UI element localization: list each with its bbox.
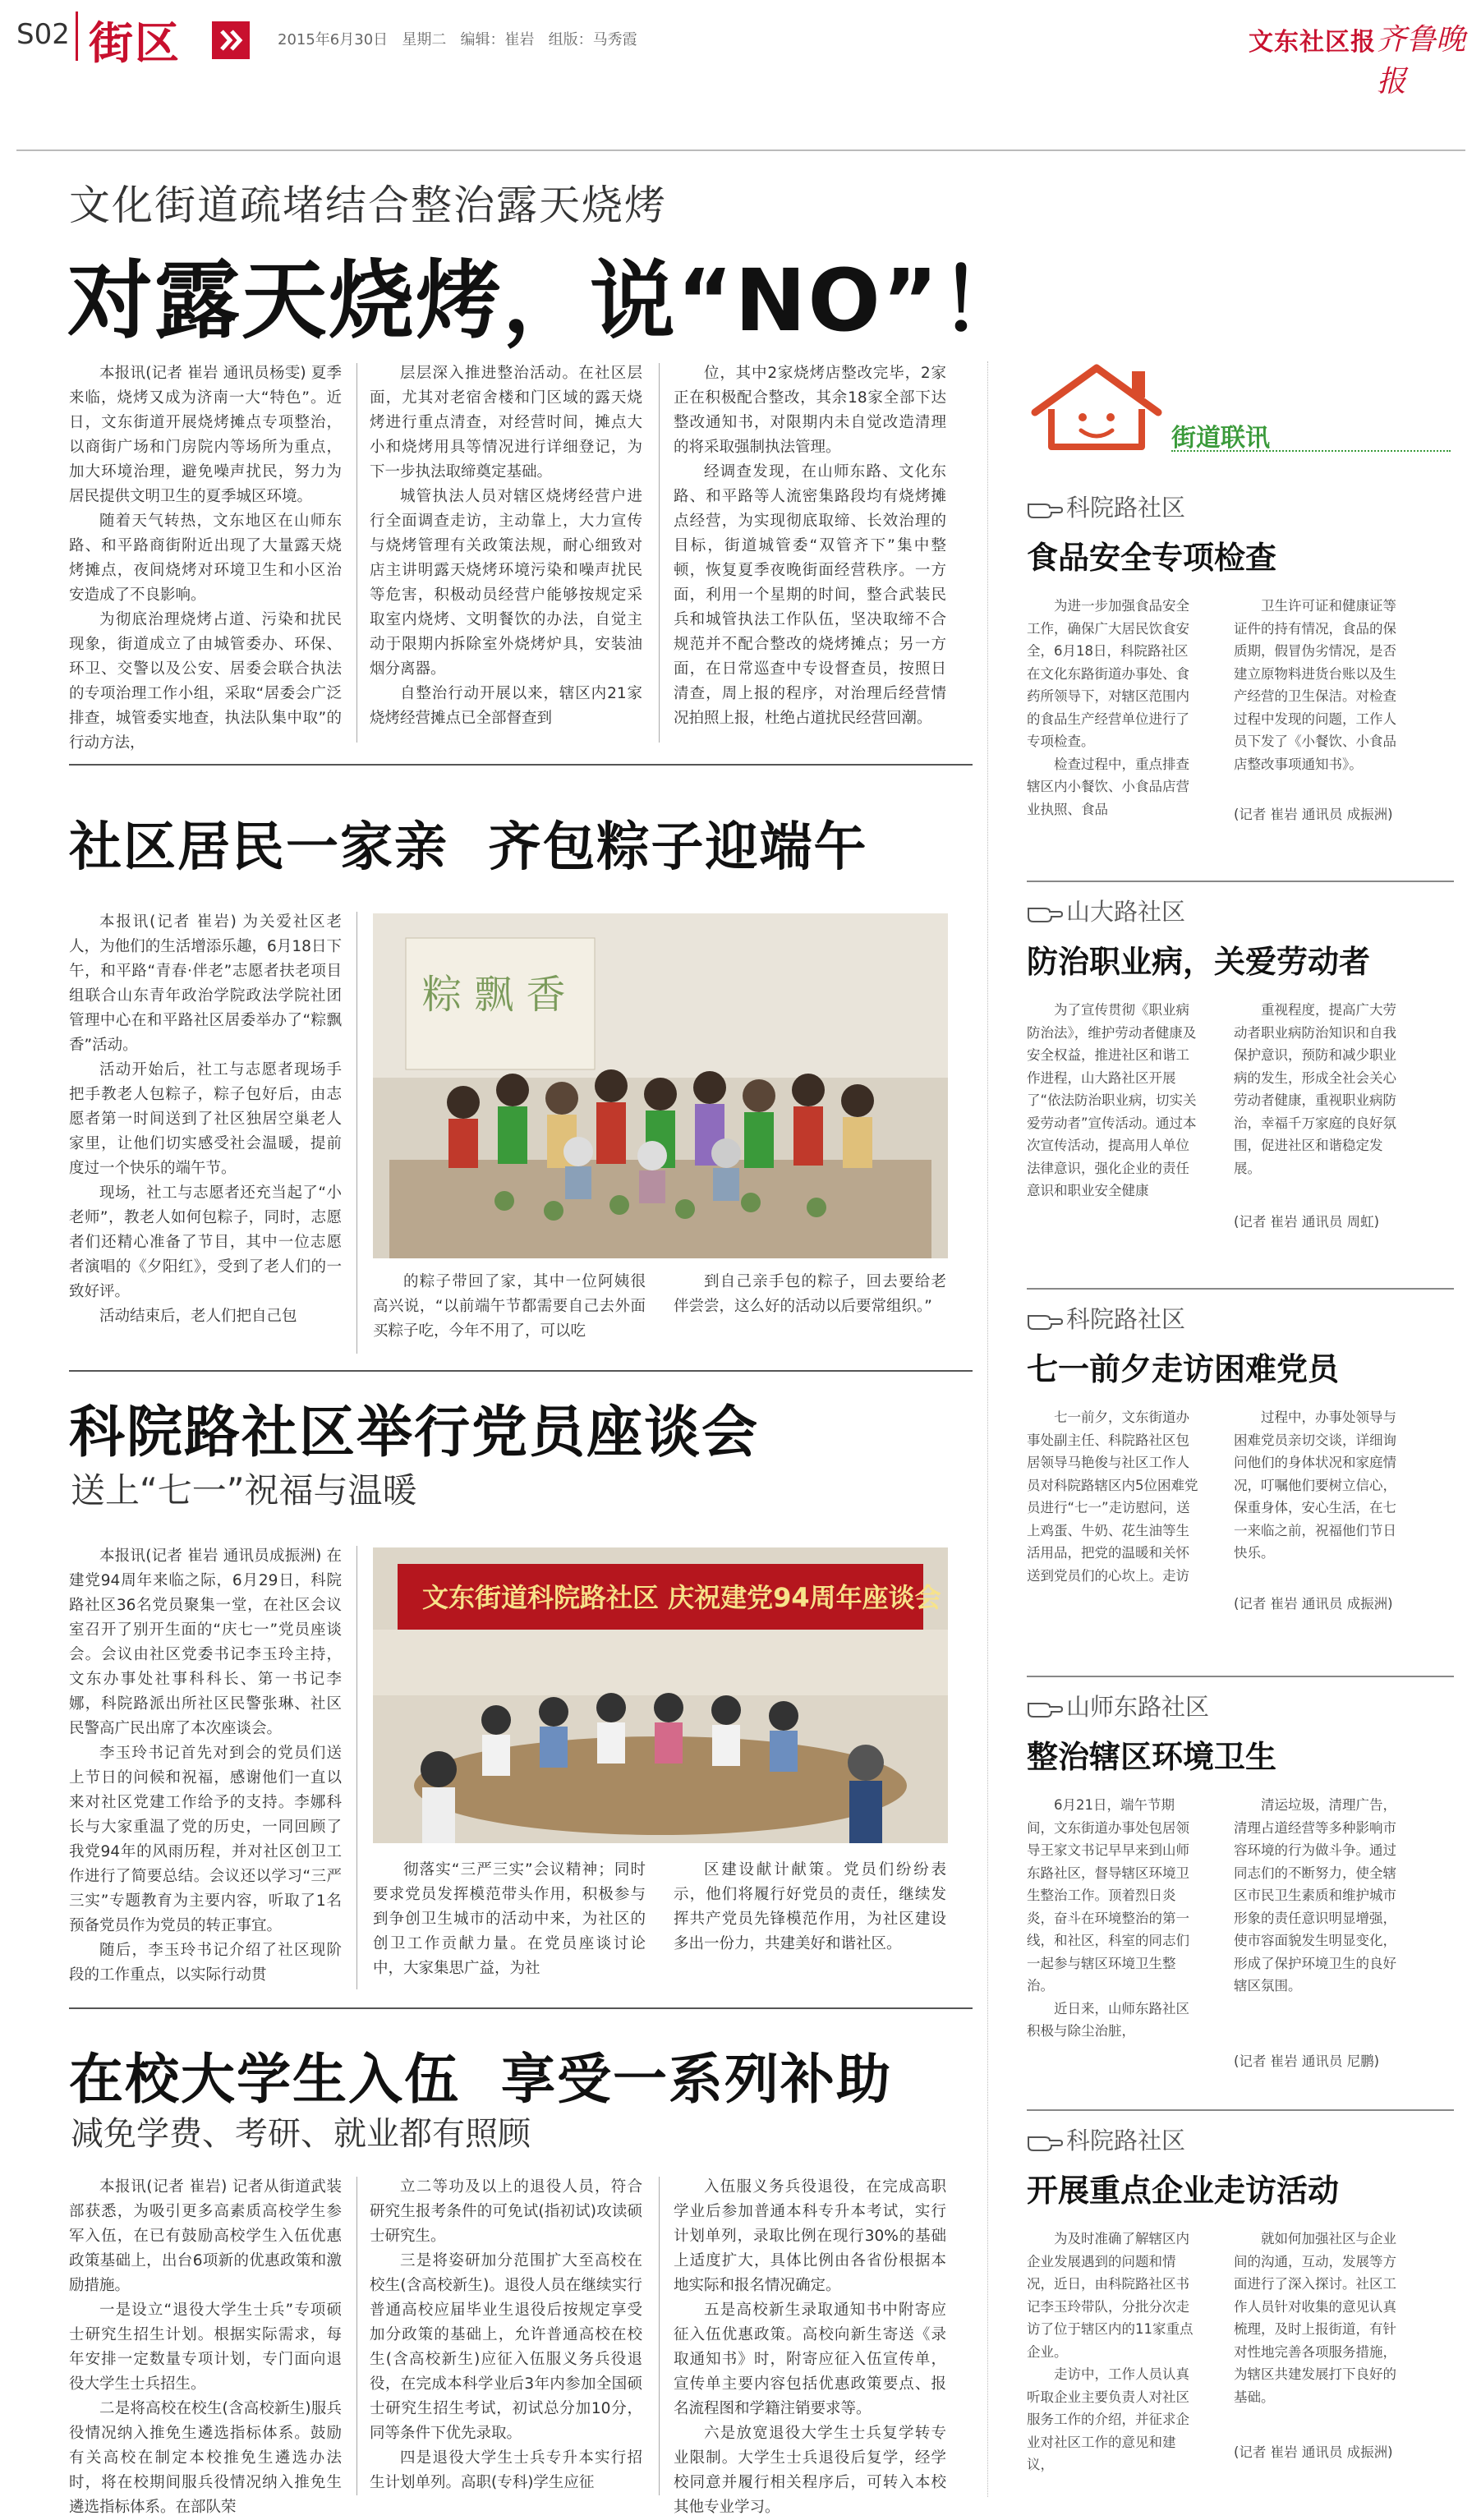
sidebar-divider-rule: [1027, 881, 1454, 882]
sidebar-item-credit: (记者 崔岩 通讯员 成振洲): [1234, 2444, 1393, 2460]
article-4-col-1: 本报讯(记者 崔岩) 记者从街道武装部获悉，为吸引更多高素质高校学生参军入伍，在已有鼓励高校学生入伍优惠政策基础上，出台6项新的优惠政策和激励措施。 一是设立“退役大学生士兵”专项硕士研究生招生计划。根据实际需求，每年安排一定数量专项计划，专门面向退役大学生士兵招生。 二是将高校在校生(含高校新生)服兵役情况纳入推免生遴选指标体系。鼓励有关高校在制定本校推免生遴选办法时，将在校期间服兵役情况纳入推免生遴选指标体系。在部队荣: [69, 2178, 342, 2516]
edition-name: 文东社区报: [1249, 28, 1376, 57]
sidebar-item-col-2: 就如何加强社区与企业间的沟通，互动，发展等方面进行了深入探讨。社区工作人员针对收集的意见认真梳理，及时上报街道，有针对性地完善各项服务措施，为辖区共建发展打下良好的基础。: [1234, 2231, 1396, 2405]
sidebar-item: [1027, 894, 1454, 1280]
page-number: S02: [16, 18, 70, 51]
pointing-hand-icon: [1027, 904, 1063, 923]
sidebar-item: [1027, 2122, 1454, 2500]
sidebar-item-col-1: 为了宣传贯彻《职业病防治法》，维护劳动者健康及安全权益，推进社区和谐工作进程，山大路社区开展了“依法防治职业病，切实关爱劳动者”宣传活动。通过本次宣传活动，提高用人单位法律意识，强化企业的责任意识和职业安全健康: [1027, 1002, 1197, 1198]
header-rule: [16, 149, 1465, 151]
pointing-hand-icon: [1027, 1311, 1063, 1331]
sidebar-item-title: 整治辖区环境卫生: [1027, 1739, 1277, 1775]
sidebar-divider: [987, 361, 988, 2497]
sidebar-item-col-2: 过程中，办事处领导与困难党员亲切交谈，详细询问他们的身体状况和家庭情况，叮嘱他们要树立信心，保重身体，安心生活，在七一来临之前，祝福他们节日快乐。: [1234, 1409, 1396, 1561]
sidebar-item-col-2: 重视程度，提高广大劳动者职业病防治知识和自我保护意识，预防和减少职业病的发生，形成全社会关心劳动者健康，重视职业病防治，幸福千万家庭的良好氛围，促进社区和谐稳定发展。: [1234, 1002, 1396, 1176]
sidebar-item: [1027, 1689, 1454, 2099]
article-1-title: 对露天烧烤，说“NO”！: [67, 251, 1028, 351]
sidebar-item-credit: (记者 崔岩 通讯员 成振洲): [1234, 807, 1393, 822]
community-name: 科院路社区: [1066, 1305, 1186, 1333]
sidebar-item-title: 食品安全专项检查: [1027, 540, 1277, 576]
sidebar-house-icon: [1027, 361, 1166, 452]
sidebar-item-title: 开展重点企业走访活动: [1027, 2173, 1340, 2209]
photo-banner-text: 粽 飘 香: [422, 972, 566, 1018]
column-divider: [356, 2177, 357, 2495]
sidebar-divider-rule: [1027, 1676, 1454, 1677]
article-divider: [69, 1370, 973, 1372]
pointing-hand-icon: [1027, 1699, 1063, 1718]
section-arrow-icon: [212, 21, 250, 59]
column-divider: [356, 363, 357, 743]
sidebar-item-col-1: 为及时准确了解辖区内企业发展遇到的问题和情况，近日，由科院路社区书记李玉玲带队，分批分次走访了位于辖区内的11家重点企业。 走访中，工作人员认真听取企业主要负责人对社区服务工作的介绍，并征求企业对社区工作的意见和建议，: [1027, 2231, 1194, 2472]
sidebar-item-col-1: 6月21日，端午节期间，文东街道办事处包居领导王家文书记早早来到山师东路社区，督导辖区环境卫生整治工作。顶着烈日炎炎，奋斗在环境整治的第一线，和社区，科室的同志们一起参与辖区环境卫生整治。 近日来，山师东路社区积极与除尘治脏，: [1027, 1797, 1189, 2039]
sidebar-item-col-2: 清运垃圾，清理广告，清理占道经营等多种影响市容环境的行为做斗争。通过同志们的不断努力，使全辖区市民卫生素质和维护城市形象的责任意识明显增强，使市容面貌发生明显变化，形成了保护环境卫生的良好辖区氛围。: [1234, 1797, 1396, 1993]
pointing-hand-icon: [1027, 2132, 1063, 2152]
article-divider: [69, 764, 973, 766]
section-name: 街区: [89, 17, 181, 69]
article-4-col-2: 立二等功及以上的退役人员，符合研究生报考条件的可免试(指初试)攻读硕士研究生。 三是将姿研加分范围扩大至高校在校生(含高校新生)。退役人员在继续实行普通高校应届毕业生退役后按规定享受加分政策的基础上，允许普通高校在校生(含高校新生)应征入伍服义务兵役退役，在完成本科学业后3年内参加全国硕士研究生招生考试，初试总分加10分，同等条件下优先录取。 四是退役大学生士兵专升本实行招生计划单列。高职(专科)学生应征: [370, 2178, 642, 2491]
sidebar-divider-rule: [1027, 2109, 1454, 2111]
article-1-col-2: 层层深入推进整治活动。在社区层面，尤其对老宿舍楼和门区域的露天烧烤进行重点清查，对经营时间，摊点大小和烧烤用具等情况进行详细登记，为下一步执法取缔奠定基础。 城管执法人员对辖区烧烤经营户进行全面调查走访，主动靠上，大力宣传与烧烤管理有关政策法规，耐心细致对店主讲明露天烧烤环境污染和噪声扰民等危害，积极动员经营户能够按规定采取室内烧烤、文明餐饮的办法，自觉主动于限期内拆除室外烧烤炉具，安装油烟分离器。 自整治行动开展以来，辖区内21家烧烤经营摊点已全部督查到: [370, 365, 642, 727]
article-2-col-1: 本报讯(记者 崔岩) 为关爱社区老人，为他们的生活增添乐趣，6月18日下午，和平路“青春·伴老”志愿者扶老项目组联合山东青年政治学院政法学院社团管理中心在和平路社区居委举办了“粽飘香”活动。 活动开始后，社工与志愿者现场手把手教老人包粽子，粽子包好后，由志愿者第一时间送到了社区独居空巢老人家里，让他们切实感受社会温暖，提前度过一个快乐的端午节。 现场，社工与志愿者还充当起了“小老师”，教老人如何包粽子，同时，志愿者们还精心准备了节目，其中一位志愿者演唱的《夕阳红》，受到了老人们的一致好评。 活动结束后，老人们把自己包: [69, 913, 342, 1325]
page-number-divider: [76, 11, 78, 61]
community-name: 科院路社区: [1066, 494, 1186, 522]
article-2-col-2: 的粽子带回了家，其中一位阿姨很高兴说，“以前端午节都需要自己去外面买粽子吃，今年不用了，可以吃: [373, 1273, 646, 1340]
sidebar-item-credit: (记者 崔岩 通讯员 尼鹏): [1234, 2053, 1380, 2069]
article-3-subtitle: 送上“七一”祝福与温暖: [71, 1470, 417, 1511]
community-name: 山大路社区: [1066, 898, 1186, 926]
article-1-col-1: 本报讯(记者 崔岩 通讯员杨雯) 夏季来临，烧烤又成为济南一大“特色”。近日，文东街道开展烧烤摊点专项整治，以商街广场和门房院内等场所为重点，加大环境治理，避免噪声扰民，努力为居民提供文明卫生的夏季城区环境。 随着天气转热，文东地区在山师东路、和平路商街附近出现了大量露天烧烤摊点，夜间烧烤对环境卫生和小区治安造成了不良影响。 为彻底治理烧烤占道、污染和扰民现象，街道成立了由城管委办、环保、环卫、交警以及公安、居委会联合执法的专项治理工作小组，采取“居委会广泛排查，城管委实地查，执法队集中取”的行动方法，: [69, 365, 342, 752]
sidebar-divider-rule: [1027, 1288, 1454, 1290]
article-4-col-3: 入伍服义务兵役退役，在完成高职学业后参加普通本科专升本考试，实行计划单列，录取比例在现行30%的基础上适度扩大，具体比例由各省份根据本地实际和报名情况确定。 五是高校新生录取通知书中附寄应征入伍优惠政策。高校向新生寄送《录取通知书》时，附寄应征入伍宣传单，宣传单主要内容包括优惠政策要点、报名流程图和学籍注销要求等。 六是放宽退役大学生士兵复学转专业限制。大学生士兵退役后复学，经学校同意并履行相关程序后，可转入本校其他专业学习。: [674, 2178, 946, 2516]
newspaper-logo: 齐鲁晚报: [1377, 23, 1466, 99]
article-2-title: 社区居民一家亲 齐包粽子迎端午: [69, 817, 868, 878]
sidebar-item-credit: (记者 崔岩 通讯员 周虹): [1234, 1214, 1380, 1230]
article-1-col-3: 位，其中2家烧烤店整改完毕，2家正在积极配合整改，其余18家全部下达整改通知书，对限期内未自觉改造清理的将采取强制执法管理。 经调查发现，在山师东路、文化东路、和平路等人流密集路段均有烧烤摊点经营，为实现彻底取缔、长效治理的目标，街道城管委“双管齐下”集中整顿，恢复夏季夜晚街面经营秩序。一方面，利用一个星期的时间，整合武装民兵和城管执法工作队伍，坚决取缔不合规范并不配合整改的烧烤摊点；另一方面，在日常巡查中专设督查员，按照日清查，周上报的程序，对治理后经营情况拍照上报，杜绝占道扰民经营回潮。: [674, 365, 946, 727]
column-divider: [356, 1546, 357, 1989]
community-label: [1027, 894, 1185, 927]
community-name: 山师东路社区: [1066, 1693, 1210, 1721]
community-name: 科院路社区: [1066, 2127, 1186, 2154]
article-2-col-3: 到自己亲手包的粽子，回去要给老伴尝尝，这么好的活动以后要常组织。”: [674, 1273, 946, 1315]
article-1-kicker: 文化街道疏堵结合整治露天烧烤: [69, 182, 667, 229]
sidebar-item-title: 七一前夕走访困难党员: [1027, 1351, 1340, 1387]
article-4-title: 在校大学生入伍 享受一系列补助: [69, 2048, 892, 2111]
sidebar-item: [1027, 490, 1454, 867]
column-divider: [356, 912, 357, 1354]
column-divider: [659, 363, 660, 743]
article-4-subtitle: 减免学费、考研、就业都有照顾: [71, 2115, 531, 2153]
article-3-col-2: 彻落实“三严三实”会议精神；同时要求党员发挥模范带头作用，积极参与到争创卫生城市的活动中来，为社区的创卫工作贡献力量。在党员座谈讨论中，大家集思广益，为社: [373, 1861, 646, 1977]
sidebar-heading-rule: [1171, 450, 1451, 452]
photo-banner-text: 文东街道科院路社区 庆祝建党94周年座谈会: [422, 1582, 941, 1613]
page-header: [0, 0, 1481, 99]
sidebar-item-col-1: 七一前夕，文东街道办事处副主任、科院路社区包居领导马艳俊与社区工作人员对科院路辖区内5位困难党员进行“七一”走访慰问，送上鸡蛋、牛奶、花生油等生活用品，把党的温暖和关怀送到党员们的心坎上。走访: [1027, 1409, 1198, 1584]
article-divider: [69, 2007, 973, 2009]
sidebar-item-credit: (记者 崔岩 通讯员 成振洲): [1234, 1596, 1393, 1612]
date-editor-line: 2015年6月30日 星期二 编辑：崔岩 组版：马秀霞: [278, 31, 637, 48]
article-3-title: 科院路社区举行党员座谈会: [69, 1400, 760, 1465]
pointing-hand-icon: [1027, 499, 1063, 519]
article-3-col-1: 本报讯(记者 崔岩 通讯员成振洲) 在建党94周年来临之际，6月29日，科院路社区36名党员聚集一堂，在社区会议室召开了别开生面的“庆七一”党员座谈会。会议由社区党委书记李玉玲主持，文东办事处社事科科长、第一书记李娜，科院路派出所社区民警张琳、社区民警高广民出席了本次座谈会。 李玉玲书记首先对到会的党员们送上节日的问候和祝福，感谢他们一直以来对社区党建工作给予的支持。李娜科长与大家重温了党的历史，一同回顾了我党94年的风雨历程，并对社区创卫工作进行了简要总结。会议还以学习“三严三实”专题教育为主要内容，听取了1名预备党员作为党员的转正事宜。 随后，李玉玲书记介绍了社区现阶段的工作重点，以实际行动贯: [69, 1547, 342, 1984]
sidebar-item-col-2: 卫生许可证和健康证等证件的持有情况，食品的保质期，假冒伪劣情况，是否建立原物料进货台账以及生产经营的卫生保洁。对检查过程中发现的问题，工作人员下发了《小餐饮、小食品店整改事项通知书》。: [1234, 598, 1396, 772]
sidebar-item-title: 防治职业病，关爱劳动者: [1027, 944, 1371, 980]
community-label: [1027, 1689, 1209, 1722]
dumpling-event-photo: [373, 913, 948, 1258]
sidebar-item: [1027, 1301, 1454, 1679]
sidebar-heading: 街道联讯: [1171, 424, 1270, 453]
column-divider: [659, 2177, 660, 2495]
community-label: [1027, 1301, 1185, 1335]
article-3-col-3: 区建设献计献策。党员们纷纷表示，他们将履行好党员的责任，继续发挥共产党员先锋模范作用，为社区建设多出一份力，共建美好和谐社区。: [674, 1861, 946, 1952]
community-label: [1027, 2122, 1185, 2156]
sidebar-item-col-1: 为进一步加强食品安全工作，确保广大居民饮食安全，6月18日，科院路社区在文化东路街道办事处、食药所领导下，对辖区范围内的食品生产经营单位进行了专项检查。 检查过程中，重点排查辖区内小餐饮、小食品店营业执照、食品: [1027, 598, 1189, 817]
community-label: [1027, 490, 1185, 523]
party-meeting-photo: [373, 1547, 948, 1843]
